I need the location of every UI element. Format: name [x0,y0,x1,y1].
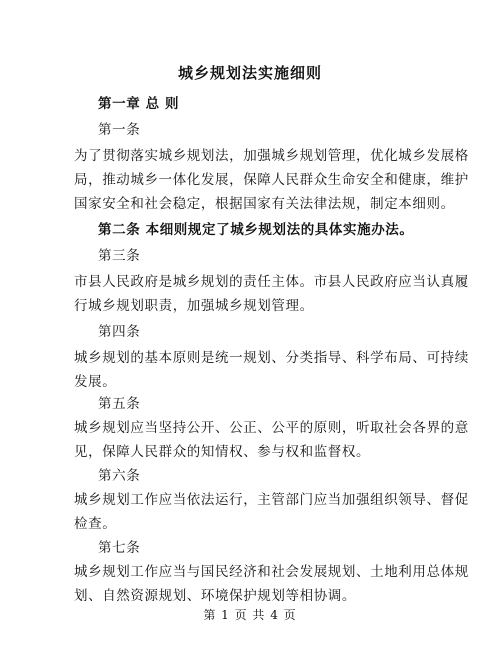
article-1-heading: 第一条 [98,122,141,138]
article-7-heading: 第七条 [98,540,141,556]
article-5-line-2: 见，保障人民群众的知情权、参与权和监督权。 [74,444,371,460]
document-title: 城乡规划法实施细则 [177,64,322,82]
article-4-line-2: 发展。 [74,374,117,390]
article-4-heading: 第四条 [98,324,141,340]
article-3-line-1: 市县人民政府是城乡规划的责任主体。市县人民政府应当认真履 [74,274,469,290]
article-3-heading: 第三条 [98,248,141,264]
article-7-line-1: 城乡规划工作应当与国民经济和社会发展规划、土地利用总体规 [74,564,469,580]
article-5-line-1: 城乡规划应当坚持公开、公正、公平的原则，听取社会各界的意 [74,420,469,436]
page-number-footer: 第 1 页 共 4 页 [203,608,297,622]
chapter-heading: 第一章 总 则 [98,96,180,112]
article-1-line-1: 为了贯彻落实城乡规划法，加强城乡规划管理，优化城乡发展格 [74,148,469,164]
article-1-line-2: 局，推动城乡一体化发展，保障人民群众生命安全和健康，维护 [74,172,469,188]
article-5-heading: 第五条 [98,396,141,412]
article-7-line-2: 划、自然资源规划、环境保护规划等相协调。 [74,588,356,604]
article-6-heading: 第六条 [98,468,141,484]
article-4-line-1: 城乡规划的基本原则是统一规划、分类指导、科学布局、可持续 [74,350,469,366]
article-2-heading: 第二条 本细则规定了城乡规划法的具体实施办法。 [98,222,414,238]
article-6-line-2: 检查。 [74,516,117,532]
article-3-line-2: 行城乡规划职责，加强城乡规划管理。 [74,298,314,314]
article-1-line-3: 国家安全和社会稳定，根据国家有关法律法规，制定本细则。 [74,196,455,212]
article-6-line-1: 城乡规划工作应当依法运行，主管部门应当加强组织领导、督促 [74,492,469,508]
